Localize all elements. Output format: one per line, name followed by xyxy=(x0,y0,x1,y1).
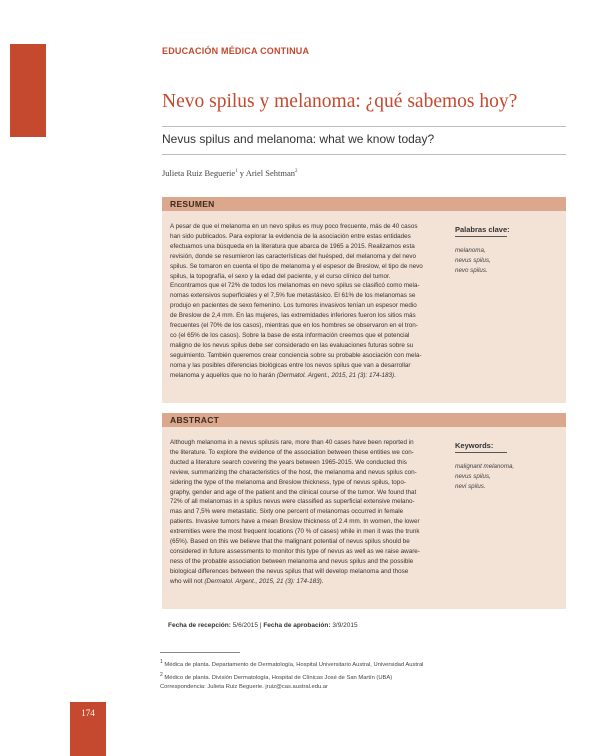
resumen-line: co (el 65% de los casos). Sobre la base de esta información creemos que el potencial xyxy=(170,331,410,339)
abstract-line: extremities were the most frequent locations (70 % of cases) while in men it was the trunk xyxy=(170,528,420,536)
keyword-item: nevus spilus, xyxy=(455,472,491,480)
author-connector: y xyxy=(237,168,246,178)
keywords-list xyxy=(455,462,514,491)
keyword-item: nevi spilus. xyxy=(455,482,486,490)
decorative-red-block xyxy=(10,44,46,137)
resumen-line: maligno de los nevus spilus debe ser considerado en las evaluaciones futuras sobre su xyxy=(170,341,414,349)
resumen-line: noma y las posibles diferencias biológicas entre los nevos spilus que van a desarrollar xyxy=(170,361,411,369)
resumen-line-text: melanoma y aquellos que no lo harán xyxy=(170,371,277,379)
abstract-line: graphy, gender and age of the patient and the clinical course of the tumor. We found that xyxy=(170,488,417,496)
article-title-english: Nevus spilus and melanoma: what we know today? xyxy=(162,132,435,146)
abstract-line xyxy=(170,577,455,587)
author-name: Julieta Ruiz Beguerie xyxy=(162,168,236,178)
abstract-line-text: who will not xyxy=(170,577,205,585)
approval-date-value: 3/9/2015 xyxy=(332,622,358,629)
footnote-text: Médico de planta. División Dermatología, Hospital de Clínicas José de San Martín (UBA) xyxy=(164,674,393,681)
resumen-line: efectuamos una búsqueda en la literatura que abarca de 1965 a 2015. Realizamos esta xyxy=(170,242,415,250)
abstract-line: considered in future assessments to monitor this type of nevus as well as we raise aware- xyxy=(170,547,420,555)
reception-date-value: 5/6/2015 xyxy=(232,622,258,629)
resumen-heading: RESUMEN xyxy=(170,199,215,209)
abstract-line: 72% of all melanomas in a spilus nevus were classified as superficial extensive melano- xyxy=(170,498,415,506)
authors-line xyxy=(162,168,298,178)
footnote-divider xyxy=(160,652,240,653)
palabras-clave-list xyxy=(455,246,491,275)
keyword-item: melanoma, xyxy=(455,247,486,254)
abstract-line: ness of the probable association between melanoma and nevus spilus and the possible xyxy=(170,557,414,565)
keyword-item: nevo spilus. xyxy=(455,266,488,274)
resumen-line: A pesar de que el melanoma en un nevo spilus es muy poco frecuente, más de 40 casos xyxy=(170,223,418,230)
correspondence: Correspondencia: Julieta Ruiz Beguerie. jruiz@cas.austral.edu.ar xyxy=(160,684,328,690)
author-name: Ariel Sehtman xyxy=(245,168,296,178)
resumen-line: nomas extensivos superficiales y el 7,5% fue metastásico. El 61% de los melanomas se xyxy=(170,292,416,300)
abstract-box xyxy=(162,413,566,609)
approval-date-label: Fecha de aprobación: xyxy=(263,622,331,629)
keyword-item: nevus spilus, xyxy=(455,256,491,264)
footnote-mark: 1 xyxy=(160,659,163,665)
abstract-line: mas and 7,5% were metastatic. Sixty one percent of melanomas occurred in female xyxy=(170,508,404,516)
resumen-line: revisión, donde se resumieron las características del huésped, del melanoma y del nevo xyxy=(170,252,417,260)
resumen-text xyxy=(170,222,455,381)
reception-date-label: Fecha de recepción: xyxy=(168,622,231,629)
resumen-line: produjo en pacientes de sexo femenino. Los tumores invasivos tenían un espesor medio xyxy=(170,302,417,310)
abstract-header xyxy=(162,413,566,427)
footnote-mark: 2 xyxy=(160,672,163,678)
abstract-line: the literature. To explore the evidence of the association between these entities we con- xyxy=(170,448,414,456)
abstract-citation: (Dermatol. Argent., 2015, 21 (3): 174-183) xyxy=(204,577,322,585)
resumen-line: seguimiento. También queremos crear conciencia sobre su probable asociación con mela- xyxy=(170,351,422,359)
resumen-line: frecuentes (el 70% de los casos), mientras que en los hombres se observaron en el tron- xyxy=(170,322,418,330)
abstract-line: ducted a literature search covering the years between 1965-2015. We conducted this xyxy=(170,458,407,466)
abstract-line: review, summarizing the characteristics of the host, the melanoma and nevus spilus con- xyxy=(170,468,417,476)
palabras-clave-heading: Palabras clave: xyxy=(455,225,510,234)
resumen-header xyxy=(162,197,566,211)
resumen-line: de Breslow de 2,4 mm. En las mujeres, las extremidades inferiores fueron los sitios más xyxy=(170,312,416,320)
section-label: EDUCACIÓN MÉDICA CONTINUA xyxy=(162,46,310,56)
resumen-citation: (Dermatol. Argent., 2015, 21 (3): 174-183) xyxy=(276,371,395,379)
footnote-text: Médica de planta. Departamento de Dermatología, Hospital Universitario Austral, Universidad Austral xyxy=(164,661,424,668)
abstract-heading: ABSTRACT xyxy=(170,415,220,425)
article-title-spanish: Nevo spilus y melanoma: ¿qué sabemos hoy? xyxy=(162,91,518,112)
title-divider-bottom xyxy=(162,154,566,155)
keyword-item: malignant melanoma, xyxy=(455,463,515,470)
abstract-line: biological differences between the nevus spilus that will develop melanoma and those xyxy=(170,567,409,575)
dates-separator: | xyxy=(259,622,262,629)
page-number-block xyxy=(70,702,106,756)
author-affiliation-mark: 1 xyxy=(235,169,238,175)
abstract-end: . xyxy=(321,577,324,585)
title-divider-top xyxy=(162,126,566,127)
footnote-1 xyxy=(160,659,423,668)
dates-line xyxy=(168,622,358,629)
resumen-line xyxy=(170,371,455,381)
abstract-text xyxy=(170,438,455,587)
palabras-clave-underline xyxy=(455,236,507,237)
abstract-line: sidering the type of the melanoma and Breslow thickness, type of nevus spilus, topo- xyxy=(170,478,406,486)
keywords-underline xyxy=(455,452,507,453)
abstract-line: patients. Invasive tumors have a mean Breslow thickness of 2.4 mm. In women, the lower xyxy=(170,518,420,526)
keywords-heading: Keywords: xyxy=(455,441,494,450)
resumen-line: han sido publicados. Para explorar la evidencia de la asociación entre estas entidades xyxy=(170,232,411,240)
abstract-line: (65%). Based on this we believe that the malignant potential of nevus spilus should be xyxy=(170,538,410,546)
resumen-line: spilus. Se tomaron en cuenta el tipo de melanoma y el espesor de Breslow, el tipo de nevo xyxy=(170,262,423,270)
page-number: 174 xyxy=(81,708,95,718)
footnote-2 xyxy=(160,672,392,681)
abstract-line: Although melanoma in a nevus spilusis rare, more than 40 cases have been reported in xyxy=(170,439,414,446)
resumen-end: . xyxy=(394,371,396,379)
author-affiliation-mark: 2 xyxy=(295,169,298,175)
resumen-line: Encontramos que el 72% de todos los melanomas en nevo spilus se clasificó como mela- xyxy=(170,282,420,290)
resumen-box xyxy=(162,197,566,403)
resumen-line: spilus, la topografía, el sexo y la edad del paciente, y el curso clínico del tumor. xyxy=(170,272,391,280)
